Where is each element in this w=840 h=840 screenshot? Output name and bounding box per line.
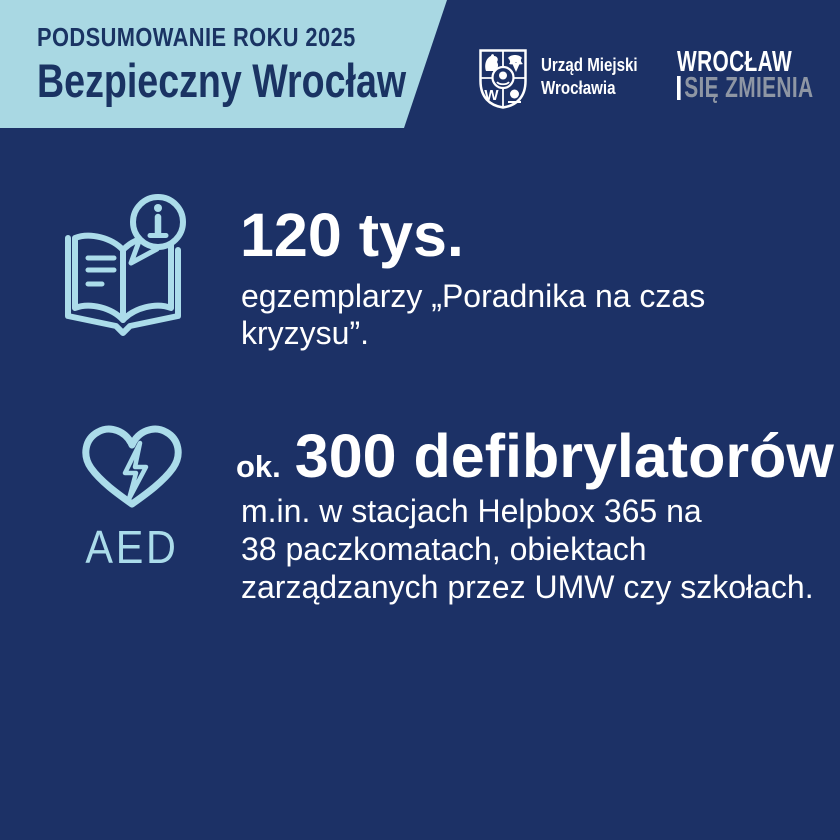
stat-defibrillators-description-line1: m.in. w stacjach Helpbox 365 na — [241, 493, 702, 529]
city-office-name-line2: Wrocławia — [541, 78, 616, 98]
stat-copies-description-line1: egzemplarzy „Poradnika na czas — [241, 278, 706, 314]
stat-defibrillators-headline — [236, 424, 834, 488]
wroclaw-coat-of-arms-icon — [478, 48, 528, 110]
stat-copies-description-line2: kryzysu”. — [241, 315, 369, 351]
guidebook-info-icon — [62, 192, 192, 342]
stat-defibrillators-description — [241, 492, 814, 606]
banner-kicker: PODSUMOWANIE ROKU 2025 — [37, 22, 356, 52]
svg-text:W: W — [484, 87, 499, 104]
aed-heart-lightning-icon — [80, 418, 184, 512]
brand-line2: SIĘ ZMIENIA — [677, 76, 813, 100]
stat-defibrillators-description-line3: zarządzanych przez UMW czy szkołach. — [241, 569, 814, 605]
stat-defibrillators-prefix: ok. — [236, 449, 281, 484]
page-title: Bezpieczny Wrocław — [37, 54, 407, 107]
stat-defibrillators-description-line2: 38 paczkomatach, obiektach — [241, 531, 647, 567]
aed-label: AED — [85, 521, 179, 573]
city-office-name — [541, 54, 638, 100]
city-office-name-line1: Urząd Miejski — [541, 55, 638, 75]
stat-copies-value: 120 tys. — [240, 201, 464, 269]
stat-defibrillators-value: 300 defibrylatorów — [294, 422, 834, 490]
wroclaw-sie-zmienia-logo — [677, 46, 814, 104]
aed-icon-group — [76, 418, 188, 571]
brand-line1: WROCŁAW — [677, 46, 793, 78]
stat-copies-description — [241, 278, 705, 352]
